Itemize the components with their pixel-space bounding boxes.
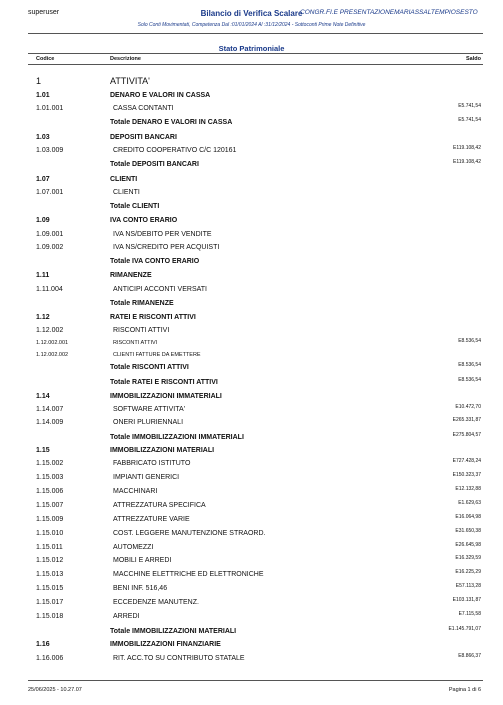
row-description: Totale IMMOBILIZZAZIONI MATERIALI (110, 628, 237, 635)
row-amount: E8.866,37 (458, 653, 481, 659)
row-amount: E119.108,42 (453, 159, 481, 165)
header-divider (28, 33, 483, 34)
row-description: MACCHINE ELETTRICHE ED ELETTRONICHE (113, 571, 264, 578)
row-description: RISCONTI ATTIVI (113, 327, 170, 334)
row-code: 1.12.002 (36, 327, 64, 334)
row-amount: E16.329,59 (455, 555, 481, 561)
row-code: 1.15.007 (36, 502, 64, 509)
row-code: 1.15.018 (36, 613, 64, 620)
row-description: ANTICIPI ACCONTI VERSATI (113, 286, 207, 293)
row-description: RISCONTI ATTIVI (113, 340, 158, 346)
row-code: 1.12 (36, 314, 50, 321)
row-code: 1.11.004 (36, 286, 63, 293)
row-description: CLIENTI (113, 189, 140, 196)
row-description: CASSA CONTANTI (113, 105, 174, 112)
section-title: Stato Patrimoniale (218, 44, 285, 53)
row-amount: E119.108,42 (453, 145, 481, 151)
row-description: Totale DEPOSITI BANCARI (110, 161, 199, 168)
column-header-top-divider (28, 53, 483, 54)
row-description: BENI INF. 516,46 (113, 585, 168, 592)
row-description: Totale IVA CONTO ERARIO (110, 258, 200, 265)
row-description: Totale RATEI E RISCONTI ATTIVI (110, 379, 218, 386)
row-amount: E26.645,98 (455, 542, 481, 548)
username: superuser (28, 9, 60, 16)
row-amount: E57.113,28 (455, 583, 481, 589)
page-number: Pagina 1 di 6 (448, 687, 481, 693)
report-title: Bilancio di Verifica Scalare (200, 9, 303, 18)
row-description: IMMOBILIZZAZIONI IMMATERIALI (110, 393, 222, 400)
row-amount: E150.323,37 (452, 472, 481, 478)
row-description: Totale CLIENTI (110, 203, 160, 210)
row-amount: E265.331,87 (452, 417, 481, 423)
row-description: FABBRICATO ISTITUTO (113, 460, 191, 467)
report-subtitle: Solo Conti Movimentati, Competenza Dal :01/01/2024 Al :31/12/2024 - Sottoconti Prime Note Definitive (137, 22, 366, 28)
row-code: 1.01.001 (36, 105, 64, 112)
row-amount: E8.536,54 (458, 377, 481, 383)
row-code: 1.12.002.002 (36, 352, 69, 358)
row-amount: E1.145.791,07 (448, 626, 481, 632)
row-code: 1.03 (36, 134, 50, 141)
column-header-amount: Saldo (466, 56, 481, 62)
row-description: IMPIANTI GENERICI (113, 474, 180, 481)
row-code: 1.15.013 (36, 571, 64, 578)
row-description: ATTREZZATURA SPECIFICA (113, 502, 206, 509)
row-description: Totale RIMANENZE (110, 300, 174, 307)
row-code: 1.15.011 (36, 544, 63, 551)
row-code: 1.09 (36, 217, 50, 224)
company-name: CONGR.FI.E PRESENTAZIONEMARIASSALTEMPIOSESTO (300, 9, 478, 16)
row-description: IMMOBILIZZAZIONI FINANZIARIE (110, 641, 221, 648)
row-amount: E12.132,88 (455, 486, 481, 492)
row-code: 1.15.015 (36, 585, 64, 592)
row-description: SOFTWARE ATTIVITA' (113, 406, 185, 413)
row-code: 1.16.006 (36, 655, 64, 662)
row-amount: E16.225,29 (455, 569, 481, 575)
row-amount: E1.629,63 (458, 500, 481, 506)
row-description: DEPOSITI BANCARI (110, 134, 177, 141)
row-description: COST. LEGGERE MANUTENZIONE STRAORD. (113, 530, 266, 537)
row-code: 1.12.002.001 (36, 340, 69, 346)
row-description: ECCEDENZE MANUTENZ. (113, 599, 199, 606)
row-code: 1.07 (36, 176, 50, 183)
row-amount: E103.131,87 (452, 597, 481, 603)
row-code: 1.15.003 (36, 474, 64, 481)
row-amount: E7.115,58 (458, 611, 481, 617)
footer-divider (28, 680, 483, 681)
row-code: 1.15.010 (36, 530, 64, 537)
row-description: CLIENTI FATTURE DA EMETTERE (113, 352, 201, 358)
row-description: Totale IMMOBILIZZAZIONI IMMATERIALI (110, 434, 244, 441)
row-description: IVA NS/DEBITO PER VENDITE (113, 231, 212, 238)
row-amount: E10.472,70 (455, 404, 481, 410)
row-amount: E5.741,54 (458, 103, 481, 109)
row-description: CLIENTI (110, 176, 138, 183)
row-code: 1.14.009 (36, 419, 64, 426)
row-description: Totale RISCONTI ATTIVI (110, 364, 189, 371)
row-description: RATEI E RISCONTI ATTIVI (110, 314, 196, 321)
row-description: Totale DENARO E VALORI IN CASSA (110, 119, 233, 126)
row-description: IVA NS/CREDITO PER ACQUISTI (113, 244, 220, 251)
row-description: MACCHINARI (113, 488, 158, 495)
row-code: 1.15.002 (36, 460, 64, 467)
row-description: DENARO E VALORI IN CASSA (110, 92, 211, 99)
row-code: 1.16 (36, 641, 50, 648)
row-code: 1.14 (36, 393, 50, 400)
row-amount: E31.650,38 (455, 528, 481, 534)
print-timestamp: 25/06/2025 - 10.27.07 (28, 687, 82, 693)
row-amount: E8.536,54 (458, 338, 481, 344)
row-code: 1.07.001 (36, 189, 64, 196)
row-description: IVA CONTO ERARIO (110, 217, 178, 224)
row-description: ONERI PLURIENNALI (113, 419, 184, 426)
row-code: 1.09.001 (36, 231, 64, 238)
row-code: 1.09.002 (36, 244, 64, 251)
row-code: 1.15.009 (36, 516, 64, 523)
row-code: 1.01 (36, 92, 50, 99)
row-amount: E8.536,54 (458, 362, 481, 368)
row-description: RIT. ACC.TO SU CONTRIBUTO STATALE (113, 655, 245, 662)
row-description: ATTIVITA' (110, 76, 150, 86)
row-description: MOBILI E ARREDI (113, 557, 172, 564)
row-code: 1 (36, 76, 42, 86)
row-description: RIMANENZE (110, 272, 152, 279)
row-description: AUTOMEZZI (113, 544, 154, 551)
row-description: ATTREZZATURE VARIE (113, 516, 190, 523)
row-amount: E275.804,57 (452, 432, 481, 438)
row-code: 1.15 (36, 447, 50, 454)
row-code: 1.11 (36, 272, 50, 279)
row-code: 1.15.012 (36, 557, 64, 564)
column-header-bottom-divider (28, 64, 483, 65)
row-description: ARREDI (113, 613, 140, 620)
row-amount: E16.064,98 (455, 514, 481, 520)
column-header-code: Codice (36, 56, 55, 62)
column-header-description: Descrizione (110, 56, 141, 62)
row-code: 1.03.009 (36, 147, 64, 154)
row-code: 1.15.006 (36, 488, 64, 495)
row-code: 1.14.007 (36, 406, 64, 413)
row-description: CREDITO COOPERATIVO C/C 120161 (113, 147, 237, 154)
row-amount: E727.428,24 (452, 458, 481, 464)
row-amount: E5.741,54 (458, 117, 481, 123)
row-description: IMMOBILIZZAZIONI MATERIALI (110, 447, 215, 454)
row-code: 1.15.017 (36, 599, 64, 606)
